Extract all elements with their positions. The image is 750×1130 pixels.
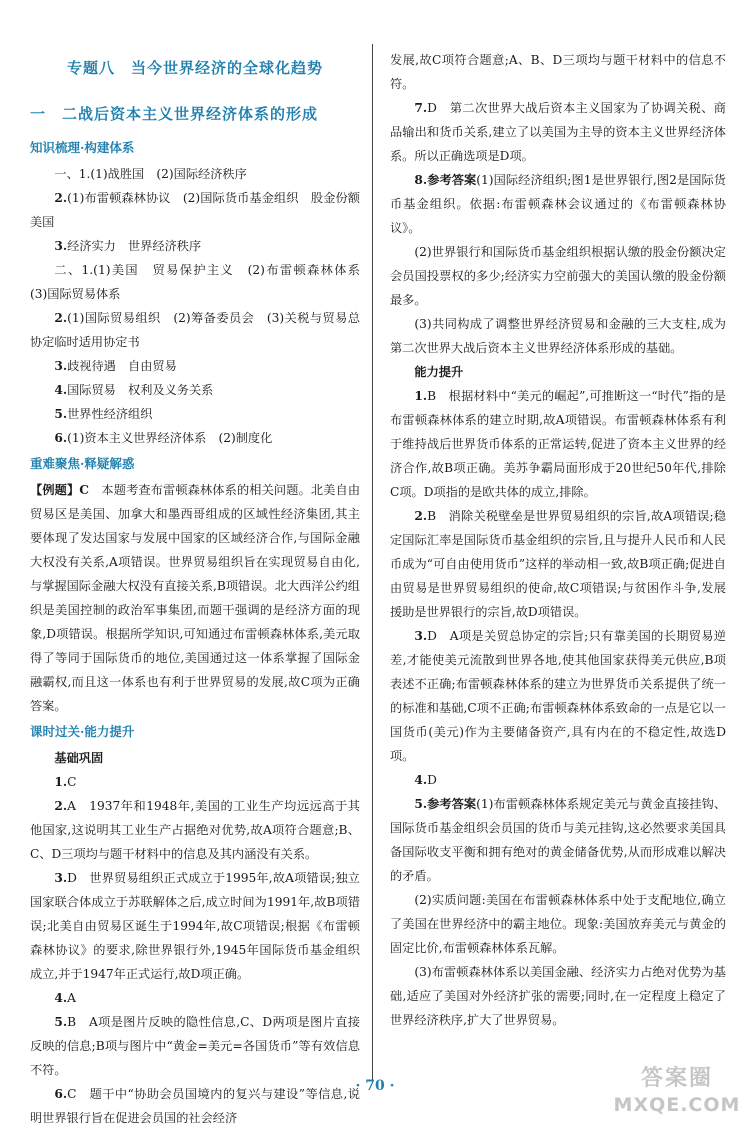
- ability-heading: 能力提升: [414, 365, 464, 379]
- item-number: 2.: [414, 509, 428, 523]
- knowledge-line: [30, 426, 360, 450]
- page-number: · 70 ·: [355, 1078, 395, 1094]
- item-number: 5.: [54, 1015, 68, 1029]
- item-number: 7.: [414, 101, 428, 115]
- right-column: [390, 48, 726, 1032]
- answer-item: [390, 768, 726, 792]
- answer-paragraph: (2)实质问题:美国在布雷顿森林体系中处于支配地位,确立了美国在世界经济中的霸主地位。现象:美国放弃美元与黄金的固定比价,布雷顿森林体系瓦解。: [390, 893, 726, 955]
- item-text: B A项是图片反映的隐性信息,C、D两项是图片直接反映的信息;B项与图片中“黄金=美元=各国货币”等有效信息不符。: [30, 1015, 360, 1077]
- example-text: 本题考查布雷顿森林体系的相关问题。北美自由贸易区是美国、加拿大和墨西哥组成的区域性经济集团,其主要体现了发达国家与发展中国家的区域经济合作,与国际金融大权没有关系,A项错误。世界贸易组织旨在实现贸易自由化,与掌握国际金融大权没有直接关系,B项错误。北大西洋公约组织是美国控制的政治军事集团,而题干强调的是经济方面的现象,D项错误。根据所学知识,可知通过布雷顿森林体系,美元取得了等同于国际货币的地位,美国通过这一体系掌握了国际金融霸权,而且这一体系也有利于世界贸易的发展,故C项为正确答案。: [30, 483, 361, 713]
- item-number: 3.: [54, 359, 68, 373]
- item-number: 1.: [54, 775, 68, 789]
- item-text: A 1937年和1948年,美国的工业生产均远远高于其他国家,这说明其工业生产占据绝对优势,故A项符合题意;B、C、D三项均与题干材料中的信息及其内涵没有关系。: [30, 799, 360, 861]
- item-text: (1)国际贸易组织 (2)筹备委员会 (3)关税与贸易总协定临时适用协定书: [30, 311, 360, 349]
- basic-heading: 基础巩固: [54, 751, 104, 765]
- answer-continued: 发展,故C项符合题意;A、B、D三项均与题干材料中的信息不符。: [390, 53, 726, 91]
- item-text: A: [67, 991, 76, 1005]
- knowledge-line: 一、1.(1)战胜国 (2)国际经济秩序: [54, 167, 247, 181]
- item-number: 2.: [54, 799, 68, 813]
- item-number: 4.: [54, 991, 68, 1005]
- answer-item: [390, 624, 726, 768]
- answer-item: [390, 168, 726, 240]
- reference-answer-label: 参考答案: [427, 173, 477, 187]
- answer-item: [30, 794, 360, 866]
- knowledge-line: [30, 378, 360, 402]
- example-answer: [30, 478, 360, 718]
- item-text: (1)国际经济组织;图1是世界银行,图2是国际货币基金组织。依据:布雷顿森林会议通过的《布雷顿森林协议》。: [390, 173, 726, 235]
- answer-item: [390, 96, 726, 168]
- answer-item: [30, 986, 360, 1010]
- answer-paragraph: (3)布雷顿森林体系以美国金融、经济实力占绝对优势为基础,适应了美国对外经济扩张的需要;同时,在一定程度上稳定了世界经济秩序,扩大了世界贸易。: [390, 965, 726, 1027]
- answer-item: [390, 792, 726, 888]
- item-number: 3.: [54, 871, 68, 885]
- example-label: 【例题】C: [30, 483, 89, 497]
- item-text: (1)资本主义世界经济体系 (2)制度化: [67, 431, 273, 445]
- answer-item: [30, 1010, 360, 1082]
- item-number: 5.: [414, 797, 428, 811]
- subhead-practice: 课时过关·能力提升: [30, 724, 135, 739]
- knowledge-line: [30, 234, 360, 258]
- item-number: 8.: [414, 173, 428, 187]
- answer-paragraph: (2)世界银行和国际货币基金组织根据认缴的股金份额决定会员国投票权的多少;经济实力空前强大的美国认缴的股金份额最多。: [390, 245, 726, 307]
- item-number: 6.: [54, 431, 68, 445]
- item-text: C: [67, 775, 77, 789]
- item-number: 3.: [414, 629, 428, 643]
- item-text: B 根据材料中“美元的崛起”,可推断这一“时代”指的是布雷顿森林体系的建立时期,故A项错误。布雷顿森林体系有利于维持战后世界货币体系的正常运转,促进了资本主义世界的经济合作,故B项正确。美苏争霸局面形成于20世纪50年代,排除C项。D项指的是欧共体的成立,排除。: [390, 389, 726, 499]
- answer-item: [30, 770, 360, 794]
- item-text: B 消除关税壁垒是世界贸易组织的宗旨,故A项错误;稳定国际汇率是国际货币基金组织的宗旨,且与提升人民币和人民币成为“可自由使用货币”这样的举动相一致,故B项正确;促进自由贸易是世界贸易组织的使命,故C项错误;与贫困作斗争,发展援助是世界银行的宗旨,故D项错误。: [390, 509, 726, 619]
- answer-item: [390, 384, 726, 504]
- item-number: 5.: [54, 407, 68, 421]
- knowledge-line: [30, 306, 360, 354]
- answer-item: [30, 866, 360, 986]
- item-text: D A项是关贸总协定的宗旨;只有靠美国的长期贸易逆差,才能使美元流散到世界各地,使其他国家获得美元供应,B项表述不正确;布雷顿森林体系的建立为世界货币关系提供了统一的标准和基础,C项不正确;布雷顿森林体系致命的一点是它以一国货币(美元)作为主要储备资产,具有内在的不稳定性,故选D项。: [390, 629, 726, 763]
- knowledge-line: 二、1.(1)美国 贸易保护主义 (2)布雷顿森林体系 (3)国际贸易体系: [30, 263, 373, 301]
- item-number: 2.: [54, 311, 68, 325]
- item-text: (1)布雷顿森林体系规定美元与黄金直接挂钩、国际货币基金组织会员国的货币与美元挂钩,这必然要求美国具备国际收支平衡和拥有绝对的黄金储备优势,从而形成难以解决的矛盾。: [390, 797, 727, 883]
- reference-answer-label: 参考答案: [427, 797, 477, 811]
- knowledge-line: [30, 186, 373, 234]
- item-number: 1.: [414, 389, 428, 403]
- watermark-logo: [612, 1066, 742, 1122]
- answer-item: [390, 504, 726, 624]
- item-text: C 题干中“协助会员国境内的复兴与建设”等信息,说明世界银行旨在促进会员国的社会经济: [30, 1087, 360, 1125]
- subhead-knowledge: 知识梳理·构建体系: [30, 140, 135, 155]
- knowledge-line: [30, 354, 360, 378]
- left-column: [30, 48, 373, 1130]
- section-title: 一 二战后资本主义世界经济体系的形成: [30, 105, 319, 123]
- chapter-title: 专题八 当今世界经济的全球化趋势: [66, 59, 323, 77]
- watermark-logo-bottom: MXQE.COM: [613, 1094, 741, 1116]
- watermark-logo-top: 答案圈: [640, 1066, 713, 1091]
- column-divider: [372, 44, 373, 1080]
- knowledge-line: [30, 402, 360, 426]
- item-text: 经济实力 世界经济秩序: [67, 239, 202, 253]
- item-number: 4.: [414, 773, 428, 787]
- item-text: 世界性经济组织: [67, 407, 153, 421]
- item-number: 4.: [54, 383, 68, 397]
- item-text: 国际贸易 权利及义务关系: [67, 383, 214, 397]
- item-number: 2.: [54, 191, 68, 205]
- answer-paragraph: (3)共同构成了调整世界经济贸易和金融的三大支柱,成为第二次世界大战后资本主义世界经济体系形成的基础。: [390, 317, 726, 355]
- item-text: D 世界贸易组织正式成立于1995年,故A项错误;独立国家联合体成立于苏联解体之后,成立时间为1991年,故B项错误;北美自由贸易区诞生于1994年,故C项错误;根据《布雷顿森林协议》的要求,除世界银行外,1945年国际货币基金组织成立,并于1947年正式运行,故D项正确。: [30, 871, 360, 981]
- item-text: 歧视待遇 自由贸易: [67, 359, 177, 373]
- item-text: D 第二次世界大战后资本主义国家为了协调关税、商品输出和货币关系,建立了以美国为主导的资本主义世界经济体系。所以正确选项是D项。: [390, 101, 726, 163]
- subhead-focus: 重难聚焦·释疑解惑: [30, 456, 135, 471]
- item-number: 6.: [54, 1087, 68, 1101]
- item-number: 3.: [54, 239, 68, 253]
- item-text: (1)布雷顿森林协议 (2)国际货币基金组织 股金份额 美国: [30, 191, 373, 229]
- item-text: D: [427, 773, 437, 787]
